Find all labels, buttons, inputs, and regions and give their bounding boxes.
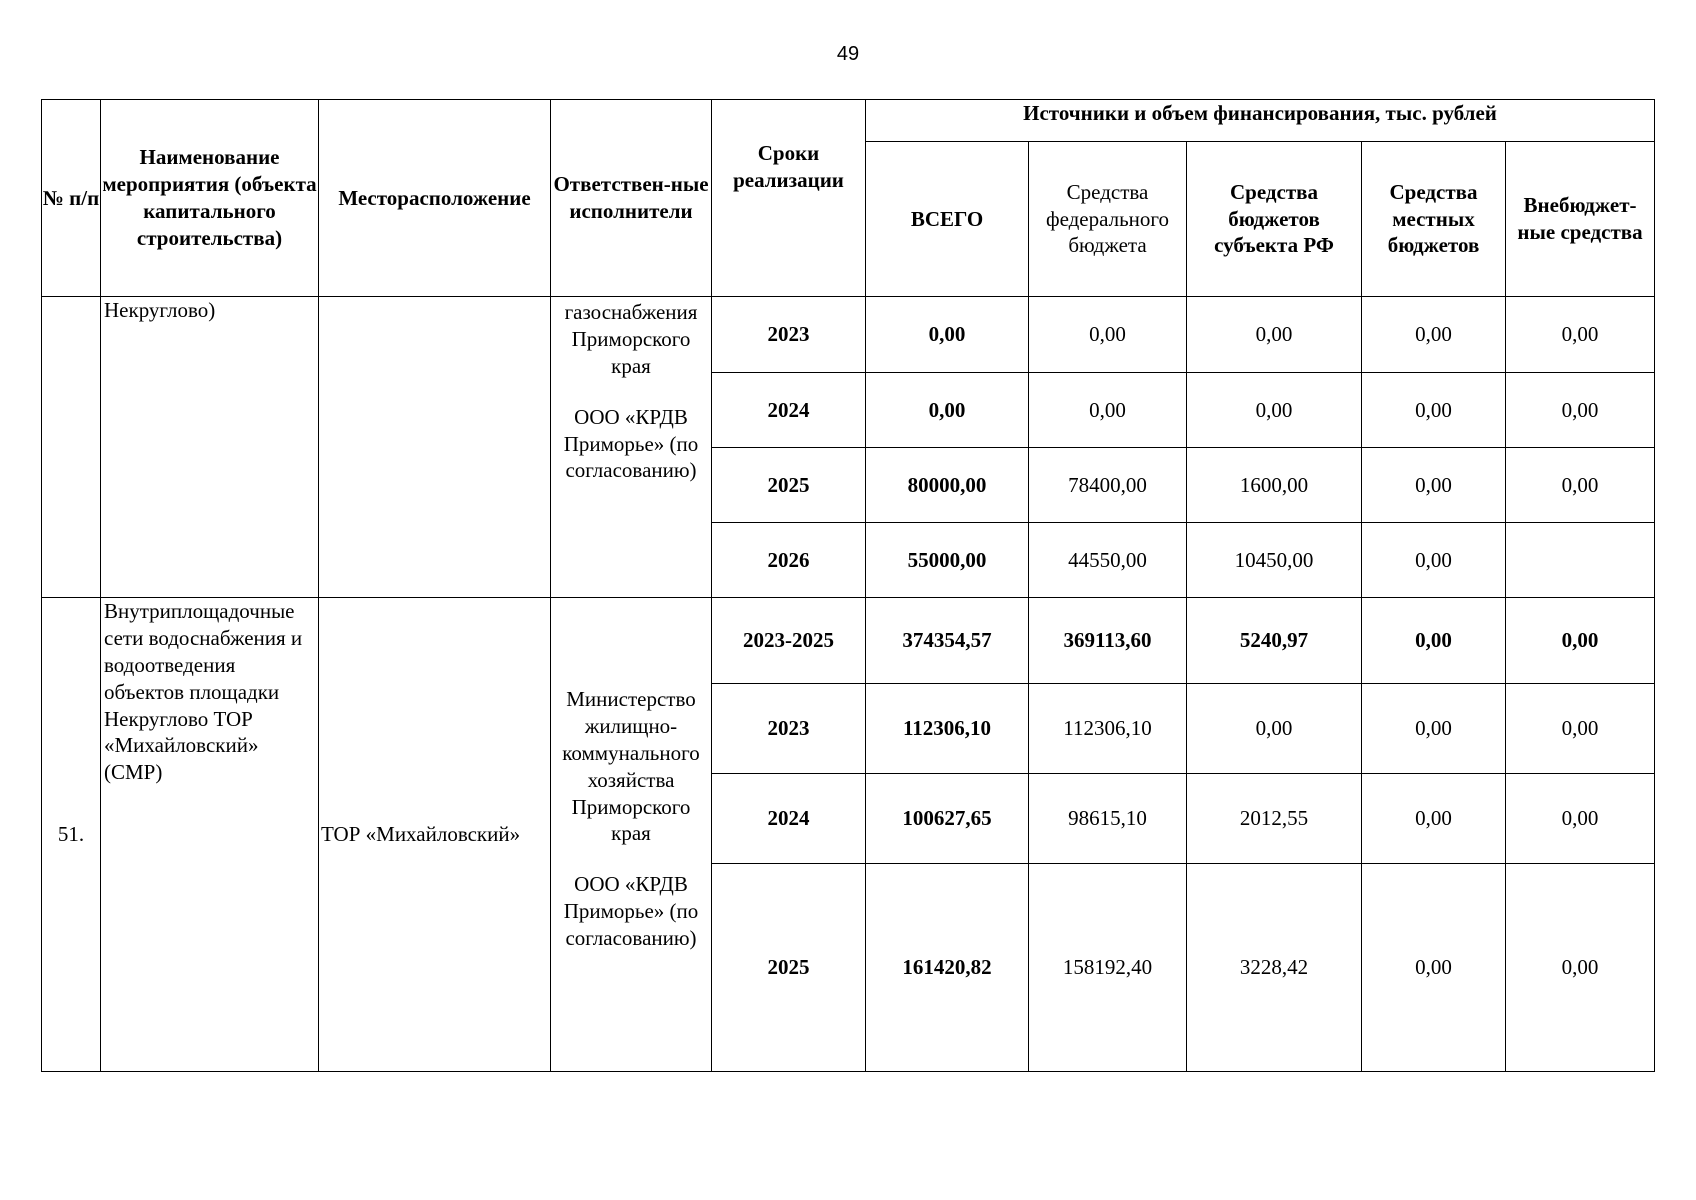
responsible-line-1: газоснабжения Приморского края [564, 300, 698, 378]
cell-local: 0,00 [1362, 448, 1506, 523]
cell-federal: 112306,10 [1029, 684, 1187, 774]
cell-total: 100627,65 [866, 774, 1029, 864]
cell-federal: 78400,00 [1029, 448, 1187, 523]
cell-subject: 0,00 [1187, 297, 1362, 373]
page-number: 49 [836, 43, 860, 65]
header-col-name: Наименование мероприятия (объекта капитального строительства) [101, 100, 319, 297]
cell-federal: 44550,00 [1029, 523, 1187, 598]
cell-federal: 0,00 [1029, 297, 1187, 373]
table-row [42, 297, 1655, 373]
cell-year: 2026 [712, 523, 866, 598]
cell-subject: 1600,00 [1187, 448, 1362, 523]
financing-table [41, 99, 1655, 1072]
cell-local: 0,00 [1362, 774, 1506, 864]
header-col-extra: Внебюджет-ные средства [1506, 142, 1655, 297]
table-row [42, 598, 1655, 684]
cell-extra: 0,00 [1506, 297, 1655, 373]
header-col-federal: Средства федерального бюджета [1029, 142, 1187, 297]
cell-year: 2023-2025 [712, 598, 866, 684]
header-col-responsible: Ответствен-ные исполнители [551, 100, 712, 297]
cell-subject: 2012,55 [1187, 774, 1362, 864]
cell-local: 0,00 [1362, 297, 1506, 373]
cell-extra: 0,00 [1506, 774, 1655, 864]
header-col-subject: Средства бюджетов субъекта РФ [1187, 142, 1362, 297]
header-col-sources: Источники и объем финансирования, тыс. рублей [866, 100, 1655, 142]
cell-federal: 158192,40 [1029, 864, 1187, 1072]
cell-extra [1506, 523, 1655, 598]
cell-extra: 0,00 [1506, 448, 1655, 523]
cell-subject: 0,00 [1187, 684, 1362, 774]
cell-total: 0,00 [866, 297, 1029, 373]
cell-local: 0,00 [1362, 523, 1506, 598]
row-location [319, 297, 551, 598]
header-col-local: Средства местных бюджетов [1362, 142, 1506, 297]
cell-local: 0,00 [1362, 864, 1506, 1072]
cell-subject: 10450,00 [1187, 523, 1362, 598]
row-responsible [551, 598, 712, 1072]
header-col-total: ВСЕГО [866, 142, 1029, 297]
cell-extra: 0,00 [1506, 373, 1655, 448]
cell-year: 2023 [712, 297, 866, 373]
cell-subject: 5240,97 [1187, 598, 1362, 684]
row-index: 51. [42, 598, 101, 1072]
responsible-line-2: ООО «КРДВ Приморье» (по согласованию) [563, 404, 699, 483]
cell-total: 374354,57 [866, 598, 1029, 684]
cell-year: 2025 [712, 448, 866, 523]
row-index [42, 297, 101, 598]
cell-extra: 0,00 [1506, 598, 1655, 684]
cell-subject: 3228,42 [1187, 864, 1362, 1072]
cell-total: 0,00 [866, 373, 1029, 448]
responsible-line-2: ООО «КРДВ Приморье» (по согласованию) [563, 872, 699, 950]
cell-local: 0,00 [1362, 373, 1506, 448]
cell-federal: 0,00 [1029, 373, 1187, 448]
row-name: Некруглово) [101, 297, 319, 598]
cell-extra: 0,00 [1506, 864, 1655, 1072]
cell-local: 0,00 [1362, 598, 1506, 684]
header-col-period: Сроки реализации [712, 100, 866, 297]
cell-total: 161420,82 [866, 864, 1029, 1072]
cell-total: 112306,10 [866, 684, 1029, 774]
row-location: ТОР «Михайловский» [319, 598, 551, 1072]
cell-federal: 98615,10 [1029, 774, 1187, 864]
header-col-no: № п/п [42, 100, 101, 297]
cell-year: 2025 [712, 864, 866, 1072]
row-name: Внутриплощадочные сети водоснабжения и водоотведения объектов площадки Некруглово ТОР «Михайловский» (СМР) [101, 598, 319, 1072]
cell-year: 2024 [712, 774, 866, 864]
cell-total: 80000,00 [866, 448, 1029, 523]
cell-extra: 0,00 [1506, 684, 1655, 774]
cell-year: 2024 [712, 373, 866, 448]
cell-federal: 369113,60 [1029, 598, 1187, 684]
responsible-line-1: Министерство жилищно-коммунального хозяйства Приморского края [562, 687, 700, 846]
cell-local: 0,00 [1362, 684, 1506, 774]
cell-subject: 0,00 [1187, 373, 1362, 448]
cell-year: 2023 [712, 684, 866, 774]
header-col-location: Месторасположение [319, 100, 551, 297]
header-row-1 [42, 100, 1655, 142]
cell-total: 55000,00 [866, 523, 1029, 598]
row-responsible [551, 297, 712, 598]
